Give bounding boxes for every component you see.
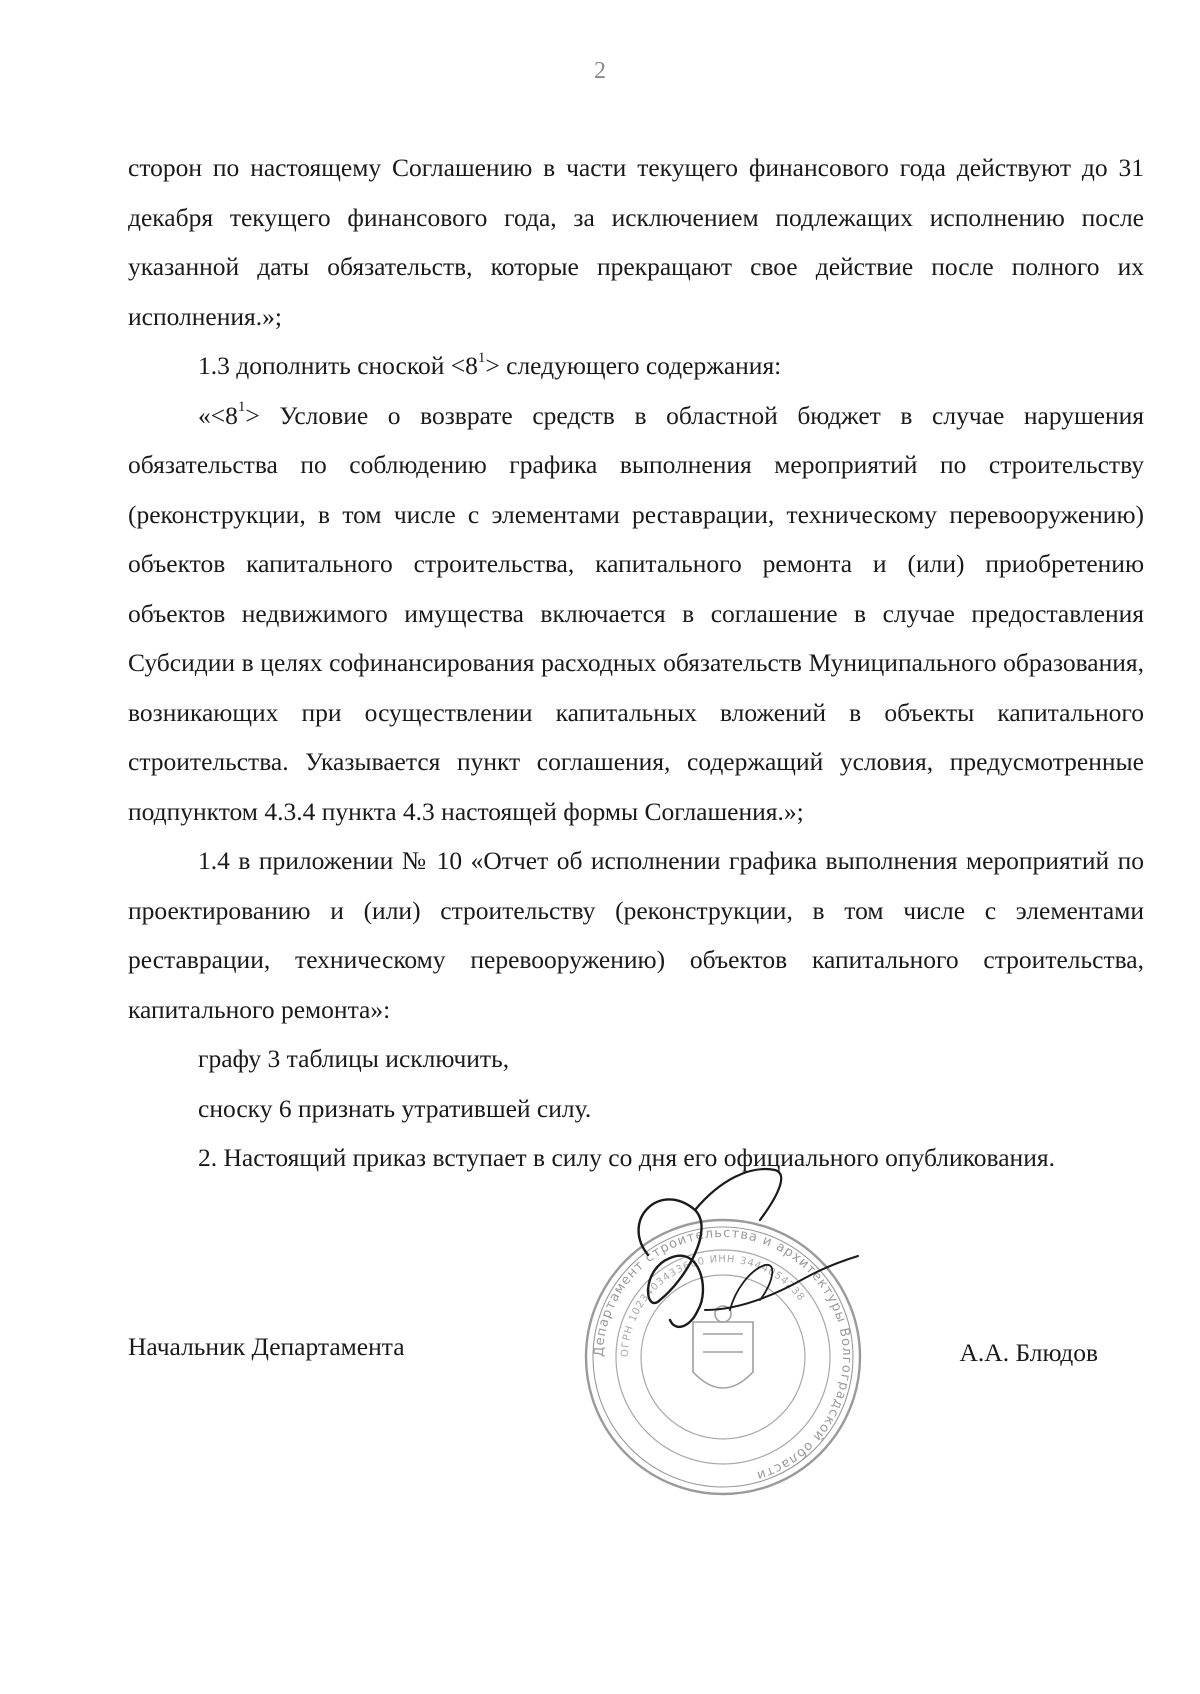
paragraph-1-4: 1.4 в приложении № 10 «Отчет об исполнении графика выполнения мероприятий по проектированию и (или) строительству (реконструкции, в том числе с элементами реставрации, техническому перевооружению) объектов капитального строительства, капитального ремонта»: [128,846,1144,1024]
paragraph-continuation: сторон по настоящему Соглашению в части текущего финансового года действуют до 31 декабря текущего финансового года, за исключением подлежащих исполнению после указанной даты обязательств, которые прекращают свое действие после полного их исполнения.»; [128,153,1144,331]
footnote-text-start: «<8 [198,400,238,430]
paragraph-table-column: графу 3 таблицы исключить, [198,1044,510,1073]
paragraph-1-3-text-start: 1.3 дополнить сноской <8 [198,351,478,380]
footnote-text-body: > Условие о возврате средств в областной бюджет в случае нарушения обязательства по соблюдению графика выполнения мероприятий по строительству (реконструкции, в том числе с элементами реставрации, техническому перевооружению) объектов капитального строительства, капитального ремонта и (или) приобретению объектов недвижимого имущества включается в соглашение в случае предоставления Субсидии в целях софинансирования расходных обязательств Муниципального образования, возникающих при осуществлении капитальных вложений в объекты капитального строительства. Указывается пункт соглашения, содержащий условия, предусмотренные подпунктом 4.3.4 пункта 4.3 настоящей формы Соглашения.»; [128,400,1144,826]
footnote-text-paragraph [128,391,1144,837]
signatory-title: Начальник Департамента [128,1332,405,1361]
paragraph-1-3 [128,341,1144,391]
handwritten-signature [600,1160,860,1360]
paragraph-1-3-text-end: > следующего содержания: [485,351,782,380]
page-number: 2 [594,58,606,84]
document-body [128,143,1144,1183]
paragraph-2-effective: 2. Настоящий приказ вступает в силу со дня его официального опубликования. [198,1143,1055,1172]
paragraph-footnote-void: сноску 6 признать утратившей силу. [198,1093,592,1123]
signatory-name: А.А. Блюдов [959,1338,1098,1367]
footnote-superscript: 1 [477,349,486,366]
stamp-inner-text: ОГРН 1023403433600 ИНН 3444054238 [619,1253,807,1358]
stamp-outer-text: Департамент строительства и архитектуры Волгоградской области [591,1225,855,1484]
footnote-superscript: 1 [237,399,246,415]
